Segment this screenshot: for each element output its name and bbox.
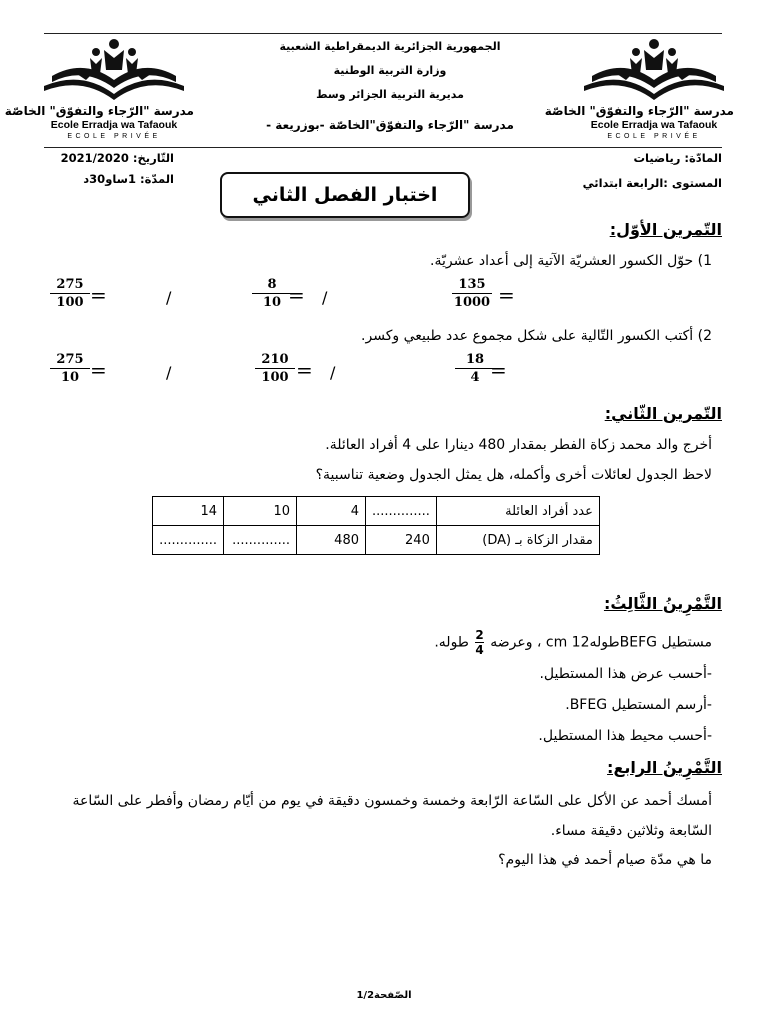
ex3-fraction: $\frac{2}{4}$: [475, 628, 484, 657]
republic-line: الجمهورية الجزائرية الديمقراطية الشعبية: [279, 40, 501, 53]
equals-sign: =: [490, 358, 507, 382]
logo-name-ar: مدرسة "الرّجاء والتفوّق" الخاصّة: [544, 104, 734, 118]
ex3-line-1-a: مستطيل BEFGطوله12 cm ، وعرضه: [490, 634, 712, 651]
table-cell: مقدار الزكاة بـ (DA): [436, 526, 599, 555]
ex3-item-1: -أحسب عرض هذا المستطيل.: [539, 666, 712, 682]
page-number: الصّفحة1/2: [356, 990, 412, 1001]
logo-sub-fr: ECOLE PRIVÉE: [67, 133, 161, 140]
exam-subject: المادّة: رياضيات: [633, 151, 722, 165]
equals-sign: =: [498, 283, 515, 307]
logo-sub-fr: ECOLE PRIVÉE: [607, 133, 701, 140]
table-cell: 480: [297, 526, 366, 555]
school-logo-right: [544, 36, 734, 148]
ex4-question: ما هي مدّة صيام أحمد في هذا اليوم؟: [498, 852, 712, 868]
directorate-line: مديرية التربية الجزائر وسط: [316, 88, 464, 101]
ex4-heading: التَّمْرِينُ الرابع:: [607, 758, 722, 777]
ministry-line: وزارة التربية الوطنية: [333, 64, 447, 77]
ex3-heading: التَّمْرِينُ الثَّالِثُ:: [603, 594, 722, 613]
school-logo-left: [4, 36, 194, 148]
ex1-q2-frac-1: $\frac{18}{4}$: [455, 352, 495, 385]
table-cell: 14: [153, 497, 224, 526]
ex3-item-2: -أرسم المستطيل BFEG.: [565, 697, 712, 713]
ex1-q1-frac-3: $\frac{275}{100}$: [50, 277, 90, 310]
ex1-q2: 2) أكتب الكسور التّالية على شكل مجموع عدد طبيعي وكسر.: [361, 328, 712, 344]
logo-emblem-icon: [34, 36, 194, 106]
ex1-q2-frac-2: $\frac{210}{100}$: [255, 352, 295, 385]
exam-duration: المدّة: 1ساو30د: [83, 172, 174, 186]
ex1-q1-frac-1: $\frac{135}{1000}$: [453, 277, 491, 310]
table-cell: 240: [366, 526, 437, 555]
equals-sign: =: [90, 283, 107, 307]
ex2-line-2: لاحظ الجدول لعائلات أخرى وأكمله، هل يمثل الجدول وضعية تناسبية؟: [315, 467, 712, 483]
table-cell: عدد أفراد العائلة: [436, 497, 599, 526]
zakat-table: [152, 496, 600, 555]
equals-sign: =: [296, 358, 313, 382]
logo-emblem-icon: [574, 36, 734, 106]
ex3-line-1-b: طوله.: [434, 634, 469, 651]
logo-name-fr: Ecole Erradja wa Tafaouk: [50, 119, 178, 131]
slash-mark: /: [322, 288, 328, 307]
school-line: مدرسة "الرّجاء والتفوّق"الخاصّة -بوزريعة -: [266, 118, 514, 132]
top-rule: [44, 33, 722, 34]
logo-name-ar: مدرسة "الرّجاء والتفوّق" الخاصّة: [4, 104, 194, 118]
ex3-item-3: -أحسب محيط هذا المستطيل.: [538, 728, 712, 744]
table-cell: 4: [297, 497, 366, 526]
ex1-q2-frac-3: $\frac{275}{10}$: [50, 352, 90, 385]
logo-name-fr: Ecole Erradja wa Tafaouk: [590, 119, 718, 131]
ex4-paragraph: أمسك أحمد عن الأكل على السّاعة الرّابعة وخمسة وخمسون دقيقة في يوم من أيّام رمضان وأفطر على السّاعة السّابعة وثلاثين دقيقة مساء.: [72, 793, 712, 839]
slash-mark: /: [166, 288, 172, 307]
table-cell: ..............: [224, 526, 297, 555]
exam-title: اختبار الفصل الثاني: [220, 172, 470, 218]
ex3-line-1: [434, 628, 712, 657]
ex1-q1: 1) حوّل الكسور العشريّة الآتية إلى أعداد عشريّة.: [430, 253, 712, 269]
table-cell: ..............: [153, 526, 224, 555]
equals-sign: =: [90, 358, 107, 382]
table-cell: 10: [224, 497, 297, 526]
ex1-heading: التّمرين الأوّل:: [609, 220, 722, 239]
exam-level: المستوى :الرابعة ابتدائي: [582, 176, 722, 190]
table-row: [153, 526, 600, 555]
ex2-line-1: أخرج والد محمد زكاة الفطر بمقدار 480 دينارا على 4 أفراد العائلة.: [325, 437, 712, 453]
slash-mark: /: [330, 363, 336, 382]
table-cell: ..............: [366, 497, 437, 526]
table-row: [153, 497, 600, 526]
ex2-heading: التّمرين الثّاني:: [604, 404, 722, 423]
slash-mark: /: [166, 363, 172, 382]
ex1-q1-frac-2: $\frac{8}{10}$: [252, 277, 292, 310]
equals-sign: =: [288, 283, 305, 307]
exam-date: التّاريخ: 2021/2020: [60, 151, 174, 165]
